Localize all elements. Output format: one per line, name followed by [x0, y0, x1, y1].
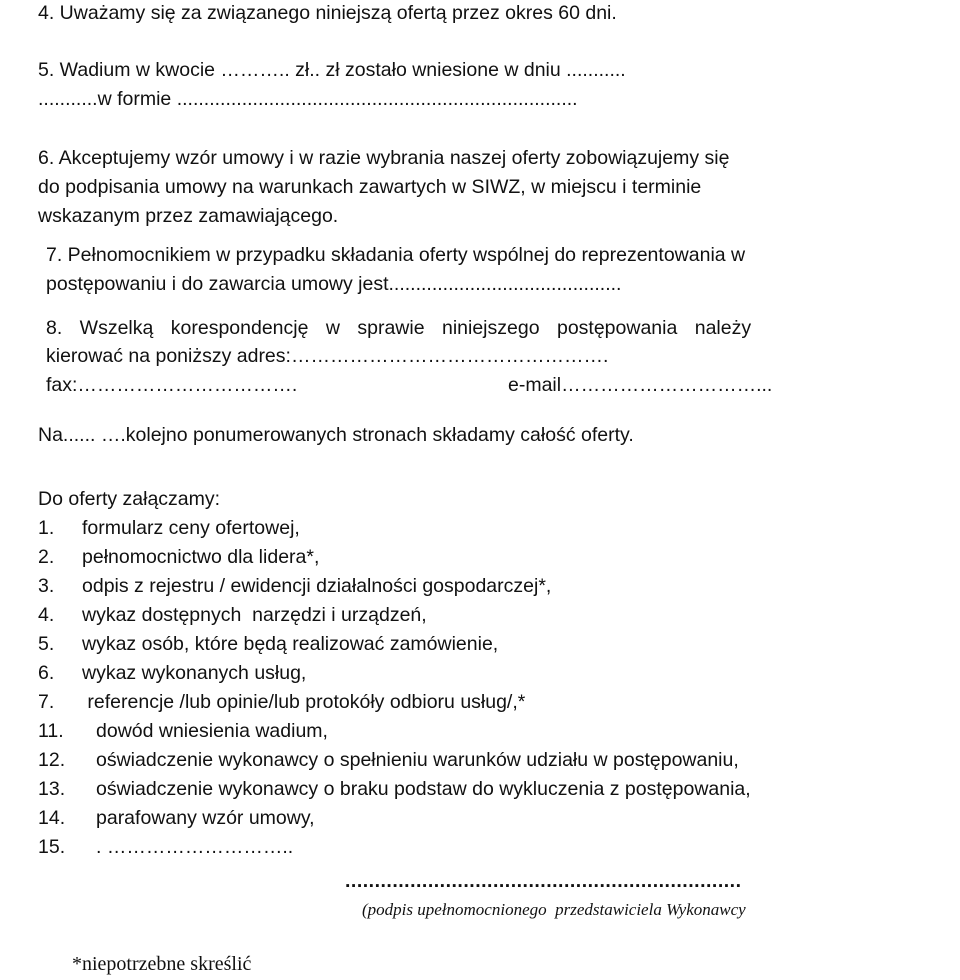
- list-item: 6. wykaz wykonanych usług,: [38, 662, 307, 684]
- list-item: 13. oświadczenie wykonawcy o braku podstaw do wykluczenia z postępowania,: [38, 778, 751, 800]
- point-4: 4. Uważamy się za związanego niniejszą ofertą przez okres 60 dni.: [38, 2, 617, 24]
- list-item: 1. formularz ceny ofertowej,: [38, 517, 300, 539]
- point-5-line-1: 5. Wadium w kwocie ……….. zł.. zł zostało wniesione w dniu ...........: [38, 59, 626, 81]
- attachments-header: Do oferty załączamy:: [38, 488, 221, 510]
- list-item: 11. dowód wniesienia wadium,: [38, 720, 328, 742]
- point-8-fax: fax:…………………………….: [46, 374, 298, 396]
- point-6-line-3: wskazanym przez zamawiającego.: [38, 205, 339, 227]
- signature-line: ...................................................................: [345, 870, 742, 892]
- signature-label: (podpis upełnomocnionego przedstawiciela Wykonawcy: [362, 900, 746, 919]
- point-7-line-2: postępowaniu i do zawarcia umowy jest...........................................: [46, 273, 622, 295]
- point-8-line-2: kierować na poniższy adres:………………………………………….: [46, 345, 609, 367]
- list-item: 12. oświadczenie wykonawcy o spełnieniu warunków udziału w postępowaniu,: [38, 749, 739, 771]
- point-7-line-1: 7. Pełnomocnikiem w przypadku składania oferty wspólnej do reprezentowania w: [46, 244, 746, 266]
- footnote: *niepotrzebne skreślić: [72, 953, 252, 975]
- list-item: 3. odpis z rejestru / ewidencji działalności gospodarczej*,: [38, 575, 552, 597]
- list-item: 14. parafowany wzór umowy,: [38, 807, 315, 829]
- list-item: 7. referencje /lub opinie/lub protokóły odbioru usług/,*: [38, 691, 526, 713]
- pages-statement: Na...... ….kolejno ponumerowanych stronach składamy całość oferty.: [38, 424, 634, 446]
- point-8-email: e-mail…………………………...: [508, 374, 773, 396]
- point-5-line-2: ...........w formie ..........................................................................: [38, 88, 578, 110]
- list-item: 2. pełnomocnictwo dla lidera*,: [38, 546, 320, 568]
- list-item: 4. wykaz dostępnych narzędzi i urządzeń,: [38, 604, 427, 626]
- point-8-line-1: [46, 319, 916, 339]
- list-item: 15. . ………………………..: [38, 836, 294, 858]
- point-6-line-1: 6. Akceptujemy wzór umowy i w razie wybrania naszej oferty zobowiązujemy się: [38, 147, 730, 169]
- point-8-line-1-text: 8. Wszelką korespondencję w sprawie niniejszego postępowania należy: [46, 317, 752, 339]
- point-6-line-2: do podpisania umowy na warunkach zawartych w SIWZ, w miejscu i terminie: [38, 176, 702, 198]
- list-item: 5. wykaz osób, które będą realizować zamówienie,: [38, 633, 499, 655]
